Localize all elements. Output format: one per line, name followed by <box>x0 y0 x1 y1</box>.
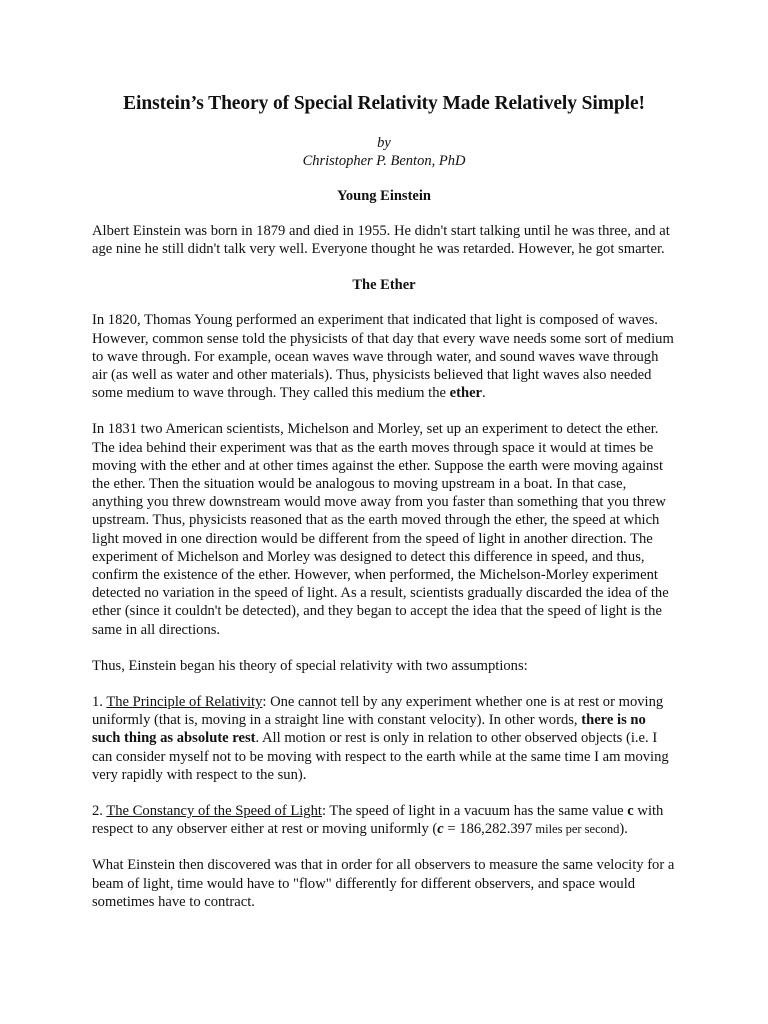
assumption-1-bold: there is no such thing as absolute rest <box>92 712 646 747</box>
document-title: Einstein’s Theory of Special Relativity Made Relatively Simple! <box>123 93 645 114</box>
assumption-2 <box>92 802 676 838</box>
byline <box>92 134 676 170</box>
author-name: Christopher P. Benton, PhD <box>302 153 466 169</box>
ether-intro-text: In 1820, Thomas Young performed an experiment that indicated that light is composed of waves. However, common sense told the physicists of that day that every wave needs some sort of medium to wave through. For example, ocean waves wave through water, and sound waves wave through air (as well as water and other materials). Thus, physicists believed that light waves also needed some medium to wave through. They called this medium the <box>92 312 674 402</box>
section-heading-young-einstein: Young Einstein <box>337 188 431 204</box>
section-heading-the-ether: The Ether <box>352 277 416 294</box>
paragraph-two-assumptions: Thus, Einstein began his theory of special relativity with two assumptions: <box>92 657 528 674</box>
assumption-2-bold-c: c <box>627 803 634 820</box>
paragraph-ether-intro <box>92 311 676 402</box>
assumption-2-label: The Constancy of the Speed of Light <box>106 803 322 820</box>
paragraph-time-flow: What Einstein then discovered was that in order for all observers to measure the same velocity for a beam of light, time would have to "flow" differently for different observers, and space would sometimes have to contract. <box>92 857 675 910</box>
assumption-1-text-b: . All motion or rest is only in relation to other observed objects (i.e. I can consider myself not to be moving with respect to the earth while at the same time I am moving very rapidly with respect to the sun). <box>92 730 669 783</box>
equation-units: miles per second <box>532 822 620 837</box>
ether-intro-end: . <box>482 385 486 402</box>
by-label: by <box>377 135 391 151</box>
assumption-2-number: 2. <box>92 803 107 820</box>
ether-term: ether <box>449 385 483 402</box>
assumption-1 <box>92 693 676 784</box>
paragraph-michelson-morley: In 1831 two American scientists, Michelson and Morley, set up an experiment to detect the ether. The idea behind their experiment was that as the earth moves through space it would at times be moving with the ether and at other times against the ether. Suppose the earth were moving against the ether. Then the situation would be analogous to moving upstream in a boat. In that case, anything you threw downstream would move away from you faster than something that you threw upstream. Thus, physicists reasoned that as the earth moved through the ether, the speed at which light moved in one direction would be different from the speed of light in another direction. The experiment of Michelson and Morley was designed to detect this difference in speed, and thus, confirm the existence of the ether. However, when performed, the Michelson-Morley experiment detected no variation in the speed of light. As a result, scientists gradually discarded the idea of the ether (since it couldn't be detected), and they began to accept the idea that the speed of light is the same in all directions. <box>92 421 669 638</box>
assumption-1-label: The Principle of Relativity <box>106 694 263 711</box>
paragraph-young-einstein: Albert Einstein was born in 1879 and died in 1955. He didn't start talking until he was three, and at age nine he still didn't talk very well. Everyone thought he was retarded. However, he got smarter. <box>92 223 670 258</box>
assumption-1-text-a: : One cannot tell by any experiment whether one is at rest or moving uniformly (that is, moving in a straight line with constant velocity). In other words, <box>92 694 664 729</box>
assumption-2-text-a: : The speed of light in a vacuum has the same value <box>321 803 628 820</box>
equation-value: = 186,282.397 <box>443 821 533 838</box>
equation-c: c <box>437 821 444 838</box>
assumption-1-number: 1. <box>92 694 107 711</box>
assumption-2-end: ). <box>619 821 628 838</box>
assumption-2-text-b: with respect to any observer either at rest or moving uniformly ( <box>92 803 664 838</box>
